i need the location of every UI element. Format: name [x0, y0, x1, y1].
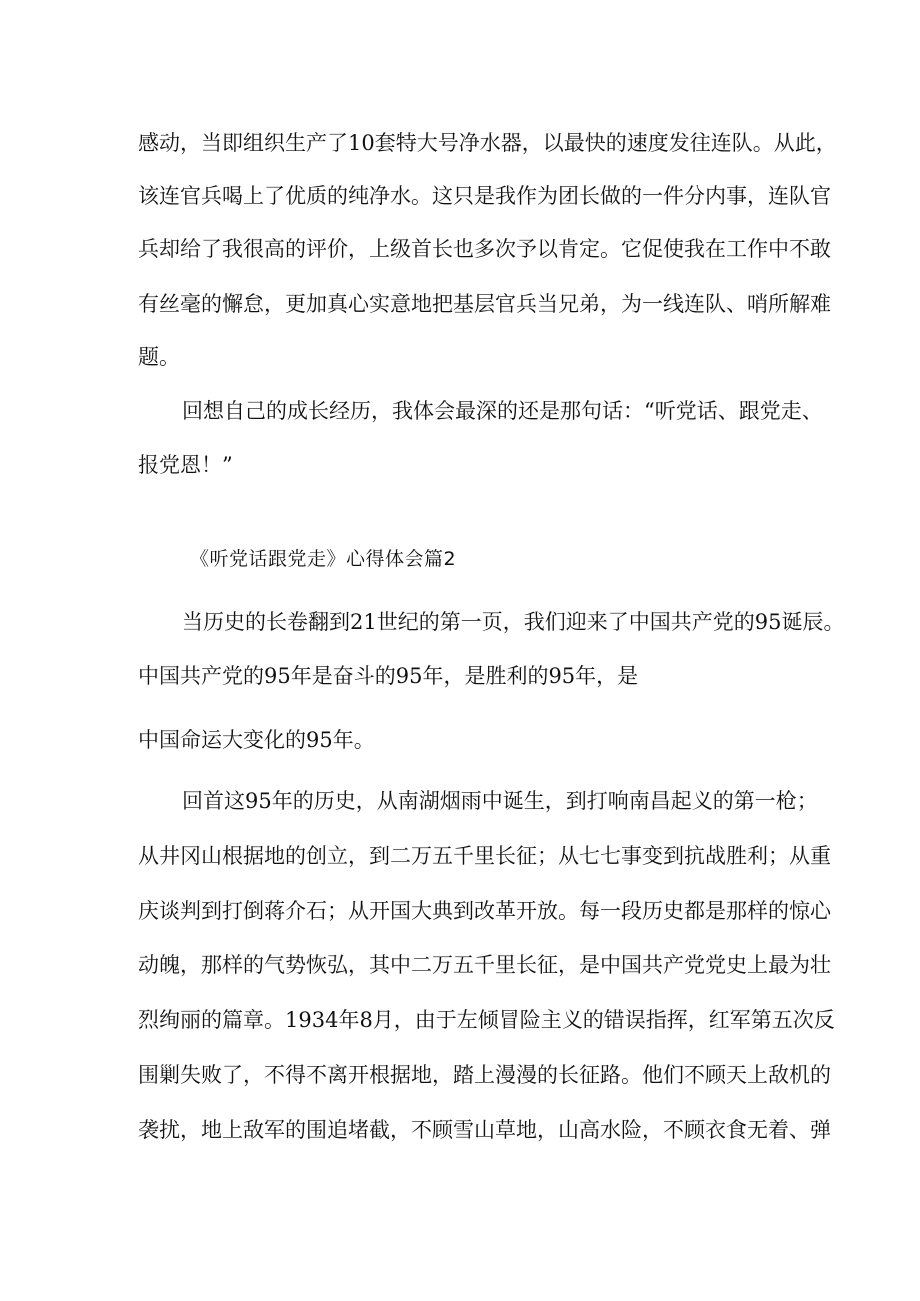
paragraph-4-line-6: 围剿失败了，不得不离开根据地，踏上漫漫的长征路。他们不顾天上敌机的 [138, 1063, 831, 1087]
paragraph-4-line-3: 庆谈判到打倒蒋介石；从开国大典到改革开放。每一段历史都是那样的惊心 [138, 899, 831, 923]
paragraph-1-line-3: 兵却给了我很高的评价，上级首长也多次予以肯定。它促使我在工作中不敢 [138, 237, 831, 261]
paragraph-3-line-1: 当历史的长卷翻到21世纪的第一页，我们迎来了中国共产党的95诞辰。 [182, 610, 845, 634]
paragraph-4-line-1: 回首这95年的历史，从南湖烟雨中诞生，到打响南昌起义的第一枪； [182, 789, 818, 813]
paragraph-1-line-4: 有丝毫的懈怠，更加真心实意地把基层官兵当兄弟，为一线连队、哨所解难 [138, 292, 831, 316]
paragraph-4-line-2: 从井冈山根据地的创立，到二万五千里长征；从七七事变到抗战胜利；从重 [138, 844, 831, 868]
section-heading: 《听党话跟党走》心得体会篇2 [190, 548, 457, 570]
paragraph-4-line-7: 袭扰，地上敌军的围追堵截，不顾雪山草地，山高水险，不顾衣食无着、弹 [138, 1118, 831, 1142]
paragraph-3-line-3: 中国命运大变化的95年。 [138, 728, 375, 752]
paragraph-4-line-5: 烈绚丽的篇章。1934年8月，由于左倾冒险主义的错误指挥，红军第五次反 [138, 1008, 835, 1032]
paragraph-1-line-5: 题。 [138, 345, 180, 369]
paragraph-3-line-2: 中国共产党的95年是奋斗的95年，是胜利的95年，是 [138, 664, 639, 688]
paragraph-2-line-1: 回想自己的成长经历，我体会最深的还是那句话：“听党话、跟党走、 [182, 399, 823, 423]
paragraph-4-line-4: 动魄，那样的气势恢弘，其中二万五千里长征，是中国共产党党史上最为壮 [138, 953, 831, 977]
paragraph-2-line-2: 报党恩！” [138, 453, 233, 477]
paragraph-1-line-2: 该连官兵喝上了优质的纯净水。这只是我作为团长做的一件分内事，连队官 [138, 184, 831, 208]
paragraph-1-line-1: 感动，当即组织生产了10套特大号净水器，以最快的速度发往连队。从此， [138, 131, 837, 155]
